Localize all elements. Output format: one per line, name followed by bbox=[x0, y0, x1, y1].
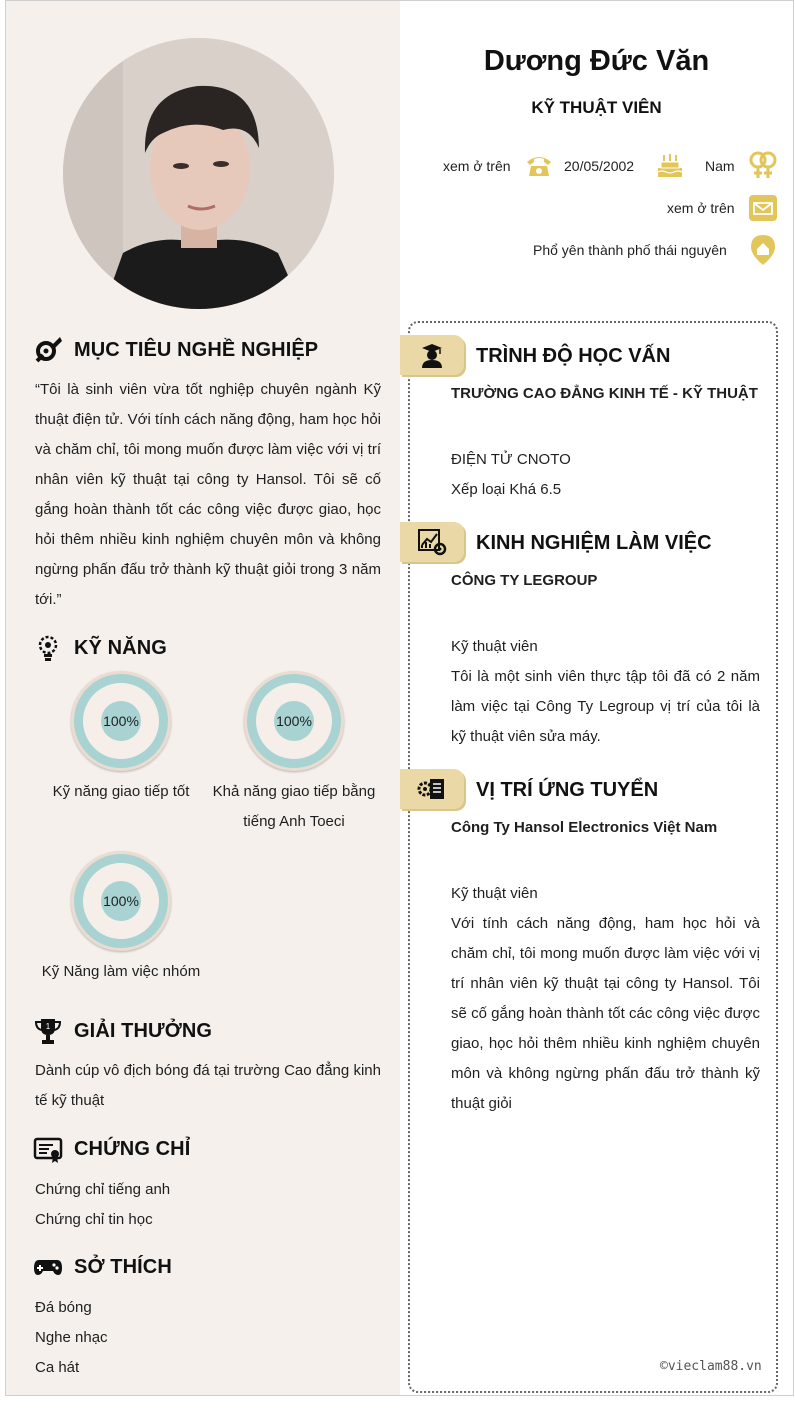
phone-text: xem ở trên bbox=[443, 158, 511, 174]
skill-percent-2: 100% bbox=[274, 701, 314, 741]
left-column bbox=[6, 1, 400, 1395]
education-title: TRÌNH ĐỘ HỌC VẤN bbox=[476, 345, 671, 367]
education-tab bbox=[400, 335, 464, 375]
career-goal-header bbox=[32, 334, 318, 366]
target-position-role: Kỹ thuật viên bbox=[451, 885, 538, 902]
awards-header bbox=[32, 1015, 212, 1047]
skills-title: KỸ NĂNG bbox=[74, 636, 167, 659]
birthday-cake-icon bbox=[654, 149, 686, 181]
trophy-icon bbox=[32, 1015, 64, 1047]
hobby-item-3: Ca hát bbox=[35, 1359, 80, 1376]
certificates-header bbox=[32, 1133, 190, 1165]
birthday-text: 20/05/2002 bbox=[564, 158, 635, 174]
email-text: xem ở trên bbox=[667, 200, 735, 216]
experience-description: Tôi là một sinh viên thực tập tôi đã có 2 năm làm việc tại Công Ty Legroup vị trí của tôi là kỹ thuật viên sửa máy. bbox=[451, 668, 760, 745]
certificate-item-2: Chứng chỉ tin học bbox=[35, 1211, 153, 1228]
candidate-name: Dương Đức Văn bbox=[483, 45, 710, 77]
gender-text: Nam bbox=[705, 158, 735, 174]
skill-label-1: Kỹ năng giao tiếp tốt bbox=[52, 783, 190, 800]
cv-page bbox=[5, 0, 794, 1396]
experience-tab bbox=[400, 522, 464, 562]
location-pin-icon bbox=[747, 234, 779, 266]
certificates-title: CHỨNG CHỈ bbox=[74, 1137, 191, 1160]
certificate-item-1: Chứng chỉ tiếng anh bbox=[35, 1181, 171, 1198]
svg-text:1: 1 bbox=[45, 1022, 51, 1031]
gender-icon bbox=[747, 149, 779, 181]
awards-text: Dành cúp vô địch bóng đá tại trường Cao đẳng kinh tế kỹ thuật bbox=[35, 1062, 381, 1109]
certificate-icon bbox=[32, 1133, 64, 1165]
gamepad-icon bbox=[32, 1251, 64, 1283]
avatar bbox=[63, 38, 334, 309]
skill-label-2: Khả năng giao tiếp bằng tiếng Anh Toeci bbox=[212, 783, 376, 830]
skill-ring-1 bbox=[71, 671, 171, 771]
hobby-item-1: Đá bóng bbox=[35, 1299, 92, 1316]
email-icon bbox=[747, 192, 779, 224]
awards-title: GIẢI THƯỞNG bbox=[74, 1019, 213, 1042]
hobbies-header bbox=[32, 1251, 172, 1283]
target-position-tab bbox=[400, 769, 464, 809]
watermark: ©vieclam88.vn bbox=[660, 1359, 762, 1374]
target-position-company: Công Ty Hansol Electronics Việt Nam bbox=[451, 819, 718, 836]
experience-company: CÔNG TY LEGROUP bbox=[451, 572, 598, 589]
chart-gear-icon bbox=[417, 528, 447, 556]
education-grade: Xếp loại Khá 6.5 bbox=[451, 481, 562, 498]
skills-header bbox=[32, 632, 167, 664]
graduate-icon bbox=[418, 341, 446, 369]
hobby-item-2: Nghe nhạc bbox=[35, 1329, 108, 1346]
education-major: ĐIỆN TỬ CNOTO bbox=[451, 451, 571, 468]
career-goal-text: “Tôi là sinh viên vừa tốt nghiệp chuyên ngành Kỹ thuật điện tử. Với tính cách năng động, ham học hỏi và chăm chỉ, tôi mong muốn được làm việc với vị trí nhân viên kỹ thuật tại công ty Hansol. Tôi sẽ cố gắng hoàn thành tốt các công việc được giao, học hỏi thêm nhiều kinh nghiệm chuyên môn và không ngừng phấn đấu trở thành kỹ thuật giỏi trong 3 năm tới.” bbox=[35, 381, 381, 608]
document-gear-icon bbox=[417, 775, 447, 803]
target-position-description: Với tính cách năng động, ham học hỏi và chăm chỉ, tôi mong muốn được làm việc với vị trí nhân viên kỹ thuật tại công ty Hansol. Tôi sẽ cố gắng hoàn thành tốt các công việc được giao, học hỏi thêm nhiều kinh nghiệm chuyên môn và không ngừng phấn đấu trở thành kỹ thuật giỏi bbox=[451, 915, 760, 1112]
skill-label-3: Kỹ Năng làm việc nhóm bbox=[41, 963, 201, 980]
right-column bbox=[400, 1, 793, 1395]
experience-role: Kỹ thuật viên bbox=[451, 638, 538, 655]
skill-percent-3: 100% bbox=[101, 881, 141, 921]
address-text: Phổ yên thành phố thái nguyên bbox=[533, 242, 727, 258]
target-position-title: VỊ TRÍ ỨNG TUYỂN bbox=[476, 779, 659, 801]
skill-ring-2 bbox=[244, 671, 344, 771]
hobbies-title: SỞ THÍCH bbox=[74, 1255, 172, 1278]
lightbulb-gear-icon bbox=[32, 632, 64, 664]
skill-ring-3 bbox=[71, 851, 171, 951]
experience-title: KINH NGHIỆM LÀM VIỆC bbox=[476, 532, 712, 554]
skill-percent-1: 100% bbox=[101, 701, 141, 741]
wrench-gear-icon bbox=[32, 334, 64, 366]
candidate-position: KỸ THUẬT VIÊN bbox=[531, 98, 662, 117]
phone-icon bbox=[523, 149, 555, 181]
career-goal-title: MỤC TIÊU NGHỀ NGHIỆP bbox=[74, 338, 319, 361]
education-school: TRƯỜNG CAO ĐẲNG KINH TẾ - KỸ THUẬT bbox=[451, 385, 758, 402]
